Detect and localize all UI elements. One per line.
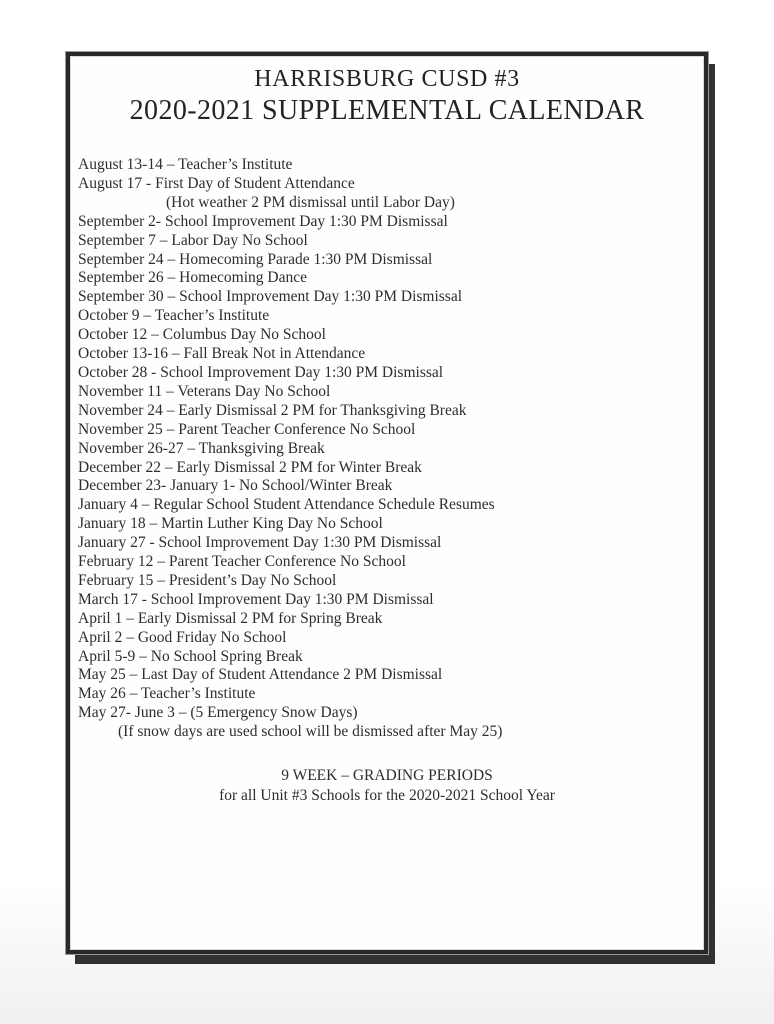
calendar-event-line: May 25 – Last Day of Student Attendance 2 PM Dismissal (78, 666, 443, 684)
calendar-event-line: December 23- January 1- No School/Winter Break (78, 477, 393, 495)
calendar-event-line: May 26 – Teacher’s Institute (78, 685, 256, 703)
calendar-event-line: January 18 – Martin Luther King Day No School (78, 515, 383, 533)
document-page (66, 52, 708, 954)
calendar-event-line: February 12 – Parent Teacher Conference No School (78, 553, 406, 571)
document-title-block (78, 64, 696, 128)
calendar-event-line: September 24 – Homecoming Parade 1:30 PM Dismissal (78, 250, 433, 268)
calendar-event-line: September 7 – Labor Day No School (78, 231, 308, 249)
calendar-event-line: March 17 - School Improvement Day 1:30 PM Dismissal (78, 590, 434, 608)
calendar-event-line: April 5-9 – No School Spring Break (78, 647, 303, 665)
calendar-event-line: September 2- School Improvement Day 1:30 PM Dismissal (78, 212, 448, 230)
calendar-event-line: August 17 - First Day of Student Attendance (78, 174, 355, 192)
calendar-event-line: February 15 – President’s Day No School (78, 571, 337, 589)
calendar-event-line: (Hot weather 2 PM dismissal until Labor Day) (166, 193, 455, 211)
calendar-event-list (78, 156, 696, 742)
document-title-line2: 2020-2021 SUPPLEMENTAL CALENDAR (129, 95, 645, 126)
calendar-event-line: August 13-14 – Teacher’s Institute (78, 156, 293, 173)
grading-periods-line2: for all Unit #3 Schools for the 2020-2021 School Year (219, 786, 555, 804)
calendar-event-line: January 27 - School Improvement Day 1:30 PM Dismissal (78, 534, 442, 552)
calendar-event-line: October 9 – Teacher’s Institute (78, 307, 270, 325)
calendar-event-line: April 1 – Early Dismissal 2 PM for Spring Break (78, 609, 383, 627)
calendar-event-line: December 22 – Early Dismissal 2 PM for Winter Break (78, 458, 422, 476)
calendar-event-line: September 26 – Homecoming Dance (78, 269, 307, 287)
calendar-event-line: November 24 – Early Dismissal 2 PM for Thanksgiving Break (78, 401, 467, 419)
calendar-event-line: (If snow days are used school will be dismissed after May 25) (118, 723, 503, 741)
calendar-event-line: October 28 - School Improvement Day 1:30 PM Dismissal (78, 363, 444, 381)
calendar-event-line: September 30 – School Improvement Day 1:30 PM Dismissal (78, 288, 463, 306)
grading-periods-note (78, 766, 696, 805)
calendar-event-line: April 2 – Good Friday No School (78, 628, 287, 646)
calendar-event-line: October 13-16 – Fall Break Not in Attendance (78, 345, 366, 363)
calendar-event-line: May 27- June 3 – (5 Emergency Snow Days) (78, 704, 358, 722)
calendar-event-line: November 11 – Veterans Day No School (78, 382, 331, 400)
calendar-event-line: October 12 – Columbus Day No School (78, 326, 326, 344)
calendar-event-line: November 26-27 – Thanksgiving Break (78, 439, 325, 457)
calendar-event-line: November 25 – Parent Teacher Conference No School (78, 420, 416, 438)
grading-periods-line1: 9 WEEK – GRADING PERIODS (281, 767, 493, 785)
document-title-line1: HARRISBURG CUSD #3 (254, 66, 520, 92)
calendar-event-line: January 4 – Regular School Student Attendance Schedule Resumes (78, 496, 495, 514)
